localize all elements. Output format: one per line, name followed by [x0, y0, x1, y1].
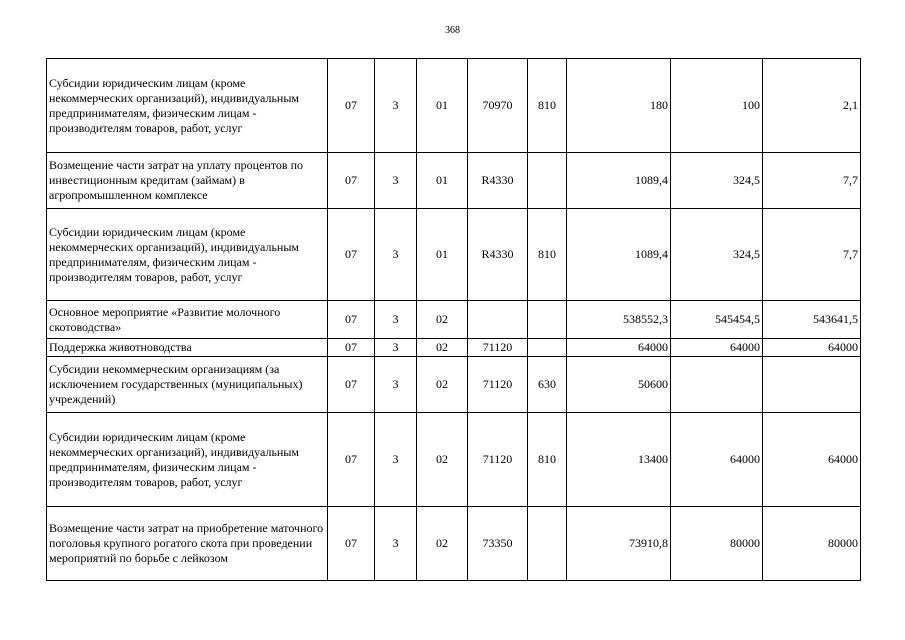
ministry-code-cell: 07 [328, 413, 375, 507]
table-row [47, 209, 861, 301]
ministry-code-cell: 07 [328, 507, 375, 581]
table-row [47, 413, 861, 507]
subprogram-code-cell: 3 [375, 339, 417, 357]
amount-2-cell: 324,5 [671, 153, 763, 209]
amount-3-cell [763, 357, 861, 413]
table-row [47, 59, 861, 153]
amount-3-cell: 7,7 [763, 153, 861, 209]
direction-code-cell: 71120 [468, 357, 528, 413]
expense-type-cell [528, 153, 567, 209]
amount-2-cell: 64000 [671, 339, 763, 357]
subprogram-code-cell: 3 [375, 357, 417, 413]
subprogram-code-cell: 3 [375, 507, 417, 581]
amount-3-cell: 64000 [763, 339, 861, 357]
event-code-cell: 01 [417, 153, 468, 209]
amount-2-cell: 545454,5 [671, 301, 763, 339]
expense-type-cell [528, 339, 567, 357]
amount-3-cell: 543641,5 [763, 301, 861, 339]
subprogram-code-cell: 3 [375, 59, 417, 153]
row-name-cell: Основное мероприятие «Развитие молочного скотоводства» [47, 301, 328, 339]
amount-1-cell: 538552,3 [567, 301, 671, 339]
event-code-cell: 02 [417, 413, 468, 507]
direction-code-cell: R4330 [468, 153, 528, 209]
ministry-code-cell: 07 [328, 59, 375, 153]
direction-code-cell: 71120 [468, 413, 528, 507]
expense-type-cell: 810 [528, 413, 567, 507]
row-name-cell: Возмещение части затрат на приобретение маточного поголовья крупного рогатого скота при проведении мероприятий по борьбе с лейкозом [47, 507, 328, 581]
ministry-code-cell: 07 [328, 339, 375, 357]
event-code-cell: 02 [417, 301, 468, 339]
amount-1-cell: 50600 [567, 357, 671, 413]
table-row [47, 507, 861, 581]
amount-2-cell [671, 357, 763, 413]
table-row [47, 357, 861, 413]
direction-code-cell [468, 301, 528, 339]
amount-2-cell: 80000 [671, 507, 763, 581]
amount-1-cell: 1089,4 [567, 209, 671, 301]
subprogram-code-cell: 3 [375, 209, 417, 301]
direction-code-cell: 73350 [468, 507, 528, 581]
amount-1-cell: 73910,8 [567, 507, 671, 581]
row-name-cell: Субсидии некоммерческим организациям (за исключением государственных (муниципальных) учреждений) [47, 357, 328, 413]
table-row [47, 339, 861, 357]
expense-type-cell: 810 [528, 59, 567, 153]
direction-code-cell: R4330 [468, 209, 528, 301]
row-name-cell: Субсидии юридическим лицам (кроме некоммерческих организаций), индивидуальным предпринимателям, физическим лицам - производителям товаров, работ, услуг [47, 413, 328, 507]
amount-1-cell: 64000 [567, 339, 671, 357]
amount-3-cell: 2,1 [763, 59, 861, 153]
page-number: 368 [445, 25, 460, 36]
amount-1-cell: 13400 [567, 413, 671, 507]
ministry-code-cell: 07 [328, 209, 375, 301]
ministry-code-cell: 07 [328, 153, 375, 209]
amount-2-cell: 100 [671, 59, 763, 153]
expense-type-cell [528, 507, 567, 581]
ministry-code-cell: 07 [328, 301, 375, 339]
row-name-cell: Субсидии юридическим лицам (кроме некоммерческих организаций), индивидуальным предпринимателям, физическим лицам - производителям товаров, работ, услуг [47, 209, 328, 301]
event-code-cell: 01 [417, 209, 468, 301]
ministry-code-cell: 07 [328, 357, 375, 413]
amount-1-cell: 1089,4 [567, 153, 671, 209]
amount-3-cell: 80000 [763, 507, 861, 581]
subprogram-code-cell: 3 [375, 153, 417, 209]
amount-2-cell: 324,5 [671, 209, 763, 301]
row-name-cell: Поддержка животноводства [47, 339, 328, 357]
expense-type-cell: 810 [528, 209, 567, 301]
amount-3-cell: 7,7 [763, 209, 861, 301]
amount-2-cell: 64000 [671, 413, 763, 507]
amount-3-cell: 64000 [763, 413, 861, 507]
subprogram-code-cell: 3 [375, 413, 417, 507]
amount-1-cell: 180 [567, 59, 671, 153]
direction-code-cell: 71120 [468, 339, 528, 357]
subprogram-code-cell: 3 [375, 301, 417, 339]
budget-table [46, 58, 861, 581]
expense-type-cell [528, 301, 567, 339]
event-code-cell: 02 [417, 339, 468, 357]
event-code-cell: 02 [417, 507, 468, 581]
expense-type-cell: 630 [528, 357, 567, 413]
event-code-cell: 02 [417, 357, 468, 413]
table-row [47, 153, 861, 209]
event-code-cell: 01 [417, 59, 468, 153]
direction-code-cell: 70970 [468, 59, 528, 153]
table-row [47, 301, 861, 339]
row-name-cell: Субсидии юридическим лицам (кроме некоммерческих организаций), индивидуальным предпринимателям, физическим лицам - производителям товаров, работ, услуг [47, 59, 328, 153]
row-name-cell: Возмещение части затрат на уплату процентов по инвестиционным кредитам (займам) в агропромышленном комплексе [47, 153, 328, 209]
